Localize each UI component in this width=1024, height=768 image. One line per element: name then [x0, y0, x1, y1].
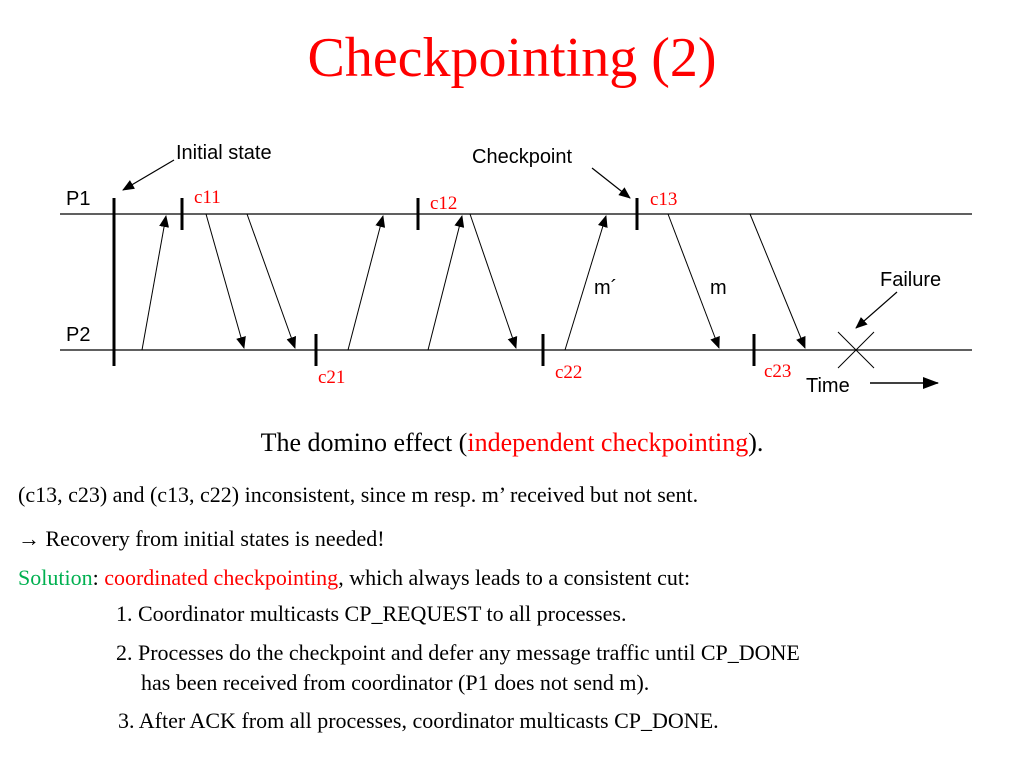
- checkpoint-c12-label: c12: [430, 193, 458, 214]
- initial-state-label: Initial state: [176, 142, 272, 164]
- recovery-label: Recovery from initial states is needed!: [40, 526, 385, 551]
- right-arrow-icon: →: [18, 526, 40, 551]
- solution-colon: :: [92, 565, 105, 590]
- checkpoint-c13-label: c13: [650, 189, 678, 210]
- checkpoint-label: Checkpoint: [472, 146, 573, 168]
- slide-title: Checkpointing (2): [307, 27, 717, 89]
- message-m-arrow: [750, 214, 805, 348]
- initial-state-pointer-arrow: [123, 160, 174, 190]
- p1-label: P1: [66, 188, 91, 210]
- message-arrow-down: [247, 214, 295, 348]
- caption-highlight: independent checkpointing: [467, 428, 749, 457]
- recovery-text: [18, 526, 385, 552]
- solution-text: [18, 565, 690, 591]
- solution-rest: , which always leads to a consistent cut:: [338, 565, 691, 590]
- message-arrow-up: [348, 216, 383, 350]
- message-arrow-down: [470, 214, 516, 348]
- message-arrow-up: [142, 216, 166, 350]
- solution-method: coordinated checkpointing: [104, 565, 339, 590]
- checkpoint-c11-label: c11: [194, 187, 221, 208]
- caption-suffix: ).: [748, 428, 764, 457]
- message-arrow-up: [428, 216, 462, 350]
- solution-label: Solution: [18, 565, 93, 590]
- message-arrow-down: [206, 214, 244, 348]
- checkpoint-pointer-arrow: [592, 168, 630, 198]
- failure-label: Failure: [880, 269, 942, 291]
- step-2-line-2: has been received from coordinator (P1 does not send m).: [141, 670, 650, 695]
- inconsistency-text: (c13, c23) and (c13, c22) inconsistent, since m resp. m’ received but not sent.: [18, 482, 699, 507]
- failure-pointer-arrow: [856, 292, 897, 328]
- caption-prefix: The domino effect (: [260, 428, 468, 457]
- diagram-caption: [0, 428, 1024, 458]
- step-3: 3. After ACK from all processes, coordinator multicasts CP_DONE.: [118, 708, 719, 733]
- m-prime-label: m´: [594, 277, 618, 299]
- checkpoint-c22-label: c22: [555, 362, 583, 383]
- step-1: 1. Coordinator multicasts CP_REQUEST to all processes.: [116, 601, 627, 626]
- checkpoint-c21-label: c21: [318, 367, 346, 388]
- checkpoint-c23-label: c23: [764, 361, 792, 382]
- p2-label: P2: [66, 324, 91, 346]
- time-label: Time: [806, 375, 850, 397]
- step-2-line-1: 2. Processes do the checkpoint and defer any message traffic until CP_DONE: [116, 640, 800, 665]
- m-label: m: [710, 277, 727, 299]
